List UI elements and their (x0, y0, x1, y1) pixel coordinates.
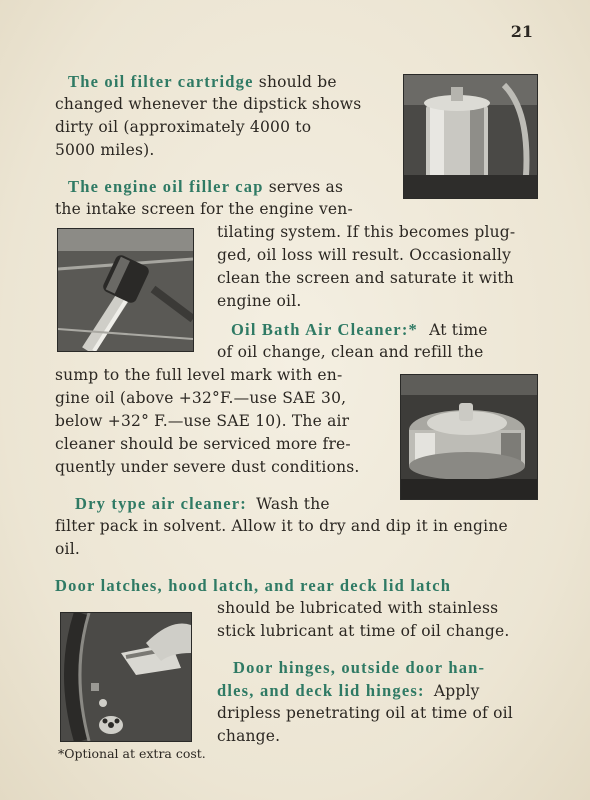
filler-text-1: serves as (268, 178, 344, 196)
footnote: *Optional at extra cost. (58, 746, 206, 761)
aircleaner-line-7: quently under severe dust conditions. (55, 458, 360, 476)
filler-line-4: ged, oil loss will result. Occasionally (217, 246, 512, 264)
filter-text-1: should be (258, 73, 337, 91)
filter-line-1 (68, 70, 337, 94)
aircleaner-line-6: cleaner should be serviced more fre- (55, 435, 351, 453)
filler-line-5: clean the screen and saturate it with (217, 269, 514, 287)
filter-line-2: changed whenever the dipstick shows (55, 95, 362, 113)
latches-line-2: should be lubricated with stainless (217, 599, 499, 617)
hinges-line-2 (217, 679, 480, 703)
aircleaner-line-1 (231, 318, 488, 342)
latches-line-3: stick lubricant at time of oil change. (217, 622, 510, 640)
filler-line-2: the intake screen for the engine ven- (55, 200, 353, 218)
drytype-line-1 (75, 492, 330, 516)
filter-heading: The oil filter cartridge (68, 72, 254, 91)
filler-line-6: engine oil. (217, 292, 302, 310)
door-latch-photo (60, 612, 192, 742)
page-number: 21 (510, 22, 533, 41)
drytype-line-3: oil. (55, 540, 80, 558)
aircleaner-line-2: of oil change, clean and refill the (217, 343, 484, 361)
filter-line-3: dirty oil (approximately 4000 to (55, 118, 312, 136)
aircleaner-line-4: gine oil (above +32°F.—use SAE 30, (55, 389, 347, 407)
filler-line-1 (68, 175, 343, 199)
latches-line-1 (55, 574, 451, 598)
hinges-line-4: change. (217, 727, 281, 745)
latches-heading: Door latches, hood latch, and rear deck lid latch (55, 576, 452, 595)
hinges-heading: Door hinges, outside door han- (233, 658, 486, 677)
aircleaner-line-3: sump to the full level mark with en- (55, 366, 343, 384)
hinges-line-3: dripless penetrating oil at time of oil (217, 704, 513, 722)
hinges-heading-2: dles, and deck lid hinges: (217, 681, 425, 700)
filler-cap-photo (57, 228, 194, 352)
air-cleaner-photo (400, 374, 538, 500)
filler-heading: The engine oil filler cap (68, 177, 264, 196)
aircleaner-line-5: below +32° F.—use SAE 10). The air (55, 412, 350, 430)
filter-line-4: 5000 miles). (55, 141, 155, 159)
drytype-line-2: filter pack in solvent. Allow it to dry and dip it in engine (55, 517, 508, 535)
hinges-line-1 (233, 656, 485, 680)
filler-line-3: tilating system. If this becomes plug- (217, 223, 516, 241)
oil-filter-photo (403, 74, 538, 199)
drytype-heading: Dry type air cleaner: (75, 494, 247, 513)
hinges-text-1: Apply (433, 682, 480, 700)
aircleaner-heading: Oil Bath Air Cleaner:* (231, 320, 418, 339)
aircleaner-text-1: At time (429, 321, 488, 339)
drytype-text-1: Wash the (256, 495, 330, 513)
